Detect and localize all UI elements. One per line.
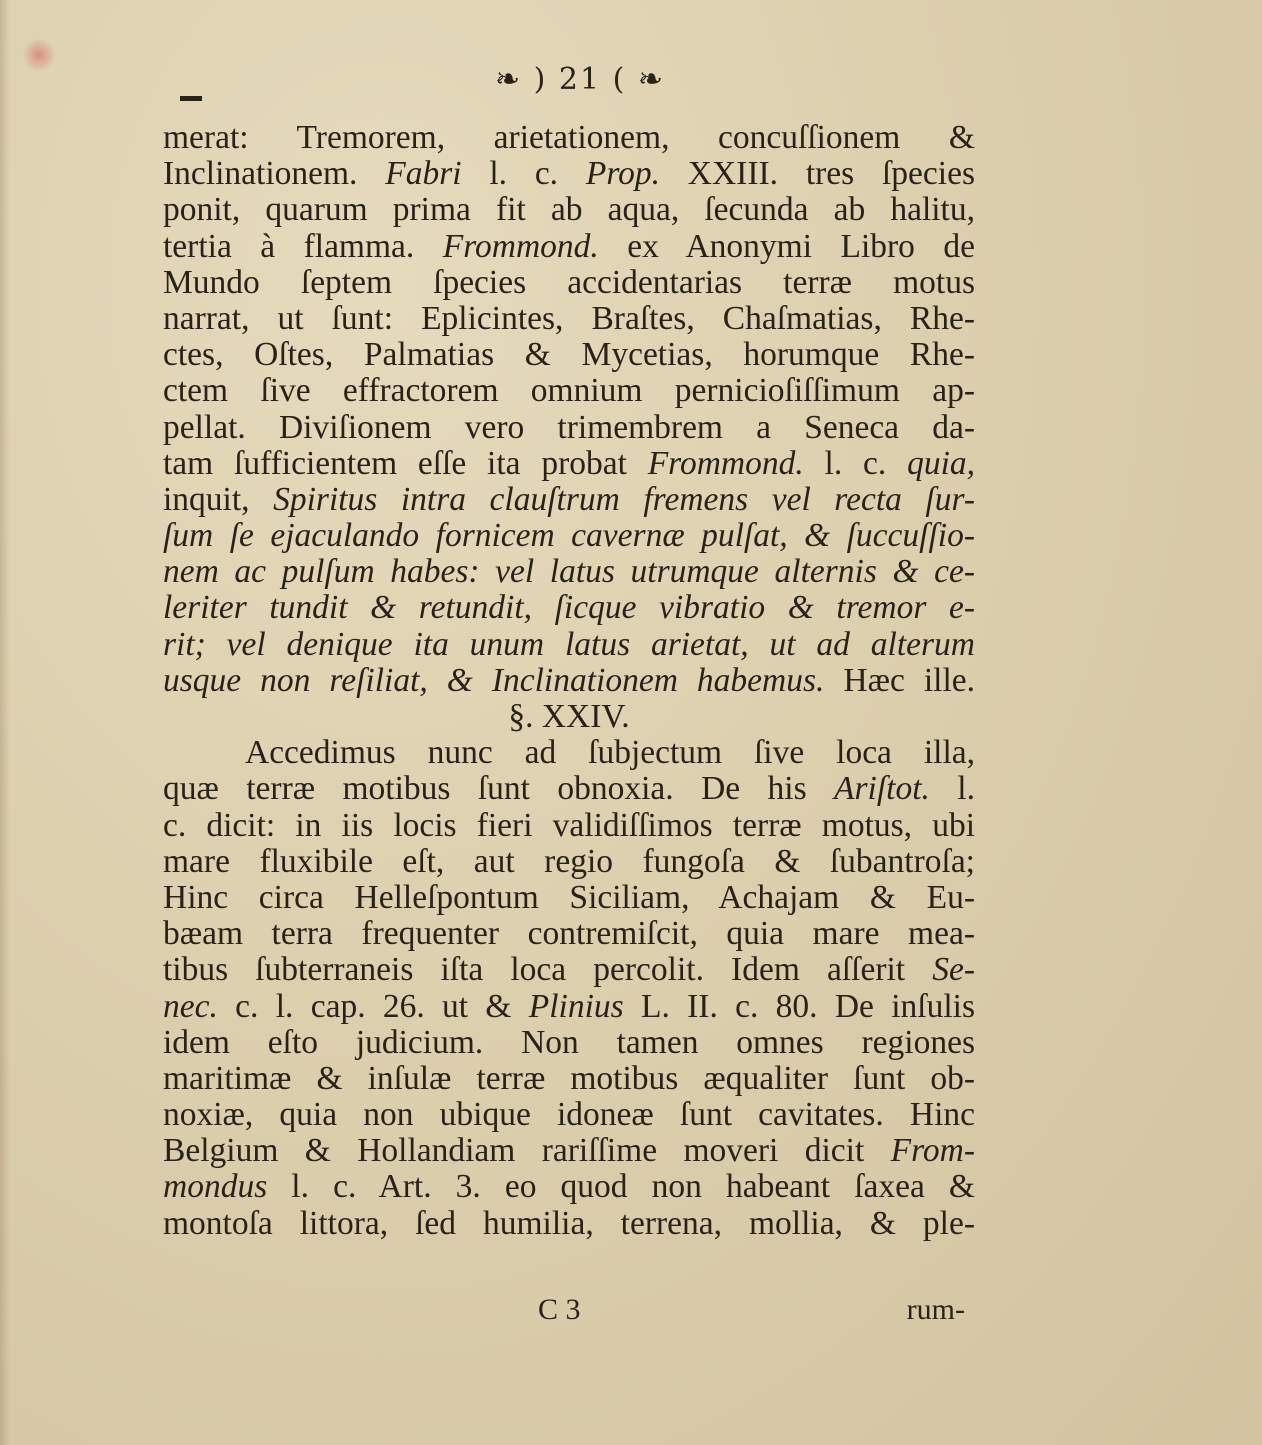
italic-text: Ariſtot.: [834, 770, 930, 808]
roman-text: merat: Tremorem, arietationem, concuſſionem &: [163, 119, 975, 156]
text-line: [163, 989, 975, 1025]
text-line: [163, 771, 975, 807]
roman-text: noxiæ, quia non ubique idoneæ ſunt cavitates. Hinc: [163, 1096, 975, 1134]
text-line: [163, 373, 975, 409]
text-line: [163, 1061, 975, 1097]
roman-text: Accedimus nunc ad ſubjectum ſive loca illa,: [245, 734, 975, 772]
text-line: [163, 735, 975, 771]
roman-text: maritimæ & inſulæ terræ motibus æqualiter ſunt ob-: [163, 1059, 975, 1097]
italic-text: Frommond.: [647, 444, 804, 482]
italic-text: quia,: [907, 444, 975, 482]
roman-text: ex Anonymi Libro de: [598, 227, 975, 265]
text-line: [163, 1097, 975, 1133]
text-line: [163, 482, 975, 518]
catchword: rum-: [906, 1293, 965, 1326]
text-line: [163, 156, 975, 192]
italic-text: Spiritus intra clauſtrum fremens vel recta ſur-: [273, 480, 975, 518]
roman-text: Hæc ille.: [824, 661, 976, 699]
roman-text: l. c. Art. 3. eo quod non habeant ſaxea &: [267, 1168, 975, 1206]
italic-text: Se-: [932, 951, 975, 989]
italic-text: mondus: [163, 1168, 268, 1206]
roman-text: l.: [929, 770, 975, 808]
red-stain-mark: [22, 38, 56, 72]
section-heading: §. XXIV.: [508, 698, 630, 735]
roman-text: montoſa littora, ſed humilia, terrena, mollia, & ple-: [163, 1204, 975, 1242]
text-line: [163, 590, 975, 626]
text-line: [163, 337, 975, 373]
italic-text: Plinius: [528, 987, 624, 1025]
text-line: [163, 1025, 975, 1061]
italic-text: nec.: [163, 987, 218, 1025]
text-line: [163, 627, 975, 663]
italic-text: leriter tundit & retundit, ſicque vibratio & tremor e-: [163, 589, 975, 627]
text-line: [163, 1133, 975, 1169]
text-line: [163, 808, 975, 844]
signature-mark: C 3: [538, 1293, 581, 1326]
roman-text: quæ terræ motibus ſunt obnoxia. De his: [163, 770, 835, 808]
text-line: [163, 844, 975, 880]
italic-text: Frommond.: [442, 227, 599, 265]
text-line: [163, 518, 975, 554]
italic-text: Fabri: [385, 155, 462, 193]
paragraph-1: [163, 120, 975, 699]
roman-text: c. l. cap. 26. ut &: [217, 987, 529, 1025]
italic-text: Prop.: [585, 155, 660, 193]
text-line: [163, 229, 975, 265]
text-line: [163, 663, 975, 699]
roman-text: ponit, quarum prima fit ab aqua, ſecunda ab halitu,: [163, 191, 975, 229]
text-line: [163, 952, 975, 988]
roman-text: l. c.: [803, 444, 908, 482]
text-line: [163, 1169, 975, 1205]
text-line: [163, 554, 975, 590]
ink-dash-mark: [180, 96, 202, 101]
roman-text: Mundo ſeptem ſpecies accidentarias terræ motus: [163, 263, 975, 301]
text-line: [163, 301, 975, 337]
text-line: [163, 446, 975, 482]
roman-text: ctem ſive effractorem omnium pernicioſiſſimum ap-: [163, 372, 975, 410]
roman-text: narrat, ut ſunt: Eplicintes, Braſtes, Chaſmatias, Rhe-: [163, 299, 975, 337]
italic-text: From-: [890, 1132, 975, 1170]
text-line: [163, 192, 975, 228]
roman-text: ctes, Oſtes, Palmatias & Mycetias, horumque Rhe-: [163, 336, 975, 374]
text-line: [163, 916, 975, 952]
roman-text: mare fluxibile eſt, aut regio fungoſa & ſubantroſa;: [163, 842, 975, 880]
page-footer: [163, 1293, 975, 1333]
paragraph-2: [163, 735, 975, 1242]
page-header: ❧ ) 21 ( ❧: [495, 62, 665, 97]
roman-text: l. c.: [461, 155, 586, 193]
roman-text: XXIII. tres ſpecies: [660, 155, 975, 193]
roman-text: tam ſufficientem eſſe ita probat: [163, 444, 648, 482]
roman-text: pellat. Diviſionem vero trimembrem a Seneca da-: [163, 408, 975, 446]
roman-text: L. II. c. 80. De inſulis: [623, 987, 975, 1025]
italic-text: rit; vel denique ita unum latus arietat, ut ad alterum: [163, 625, 975, 663]
italic-text: usque non reſiliat, & Inclinationem habemus.: [163, 661, 825, 699]
text-line: [163, 265, 975, 301]
roman-text: idem eſto judicium. Non tamen omnes regiones: [163, 1023, 975, 1061]
roman-text: Hinc circa Helleſpontum Siciliam, Achajam & Eu-: [163, 878, 975, 916]
text-line: [163, 1206, 975, 1242]
text-line: [163, 120, 975, 156]
roman-text: tertia à flamma.: [163, 227, 443, 265]
roman-text: Inclinationem.: [163, 155, 386, 193]
roman-text: c. dicit: in iis locis fieri validiſſimos terræ motus, ubi: [163, 806, 975, 844]
roman-text: bæam terra frequenter contremiſcit, quia mare mea-: [163, 915, 975, 953]
page-edge-shadow: [0, 0, 10, 1445]
roman-text: inquit,: [163, 480, 274, 518]
text-line: [163, 880, 975, 916]
body-text: [163, 120, 975, 1242]
roman-text: tibus ſubterraneis iſta loca percolit. Idem aſſerit: [163, 951, 933, 989]
roman-text: Belgium & Hollandiam rariſſime moveri dicit: [163, 1132, 891, 1170]
italic-text: ſum ſe ejaculando fornicem cavernæ pulſat, & ſuccuſſio-: [163, 517, 975, 555]
text-line: [163, 410, 975, 446]
italic-text: nem ac pulſum habes: vel latus utrumque alternis & ce-: [163, 553, 975, 591]
